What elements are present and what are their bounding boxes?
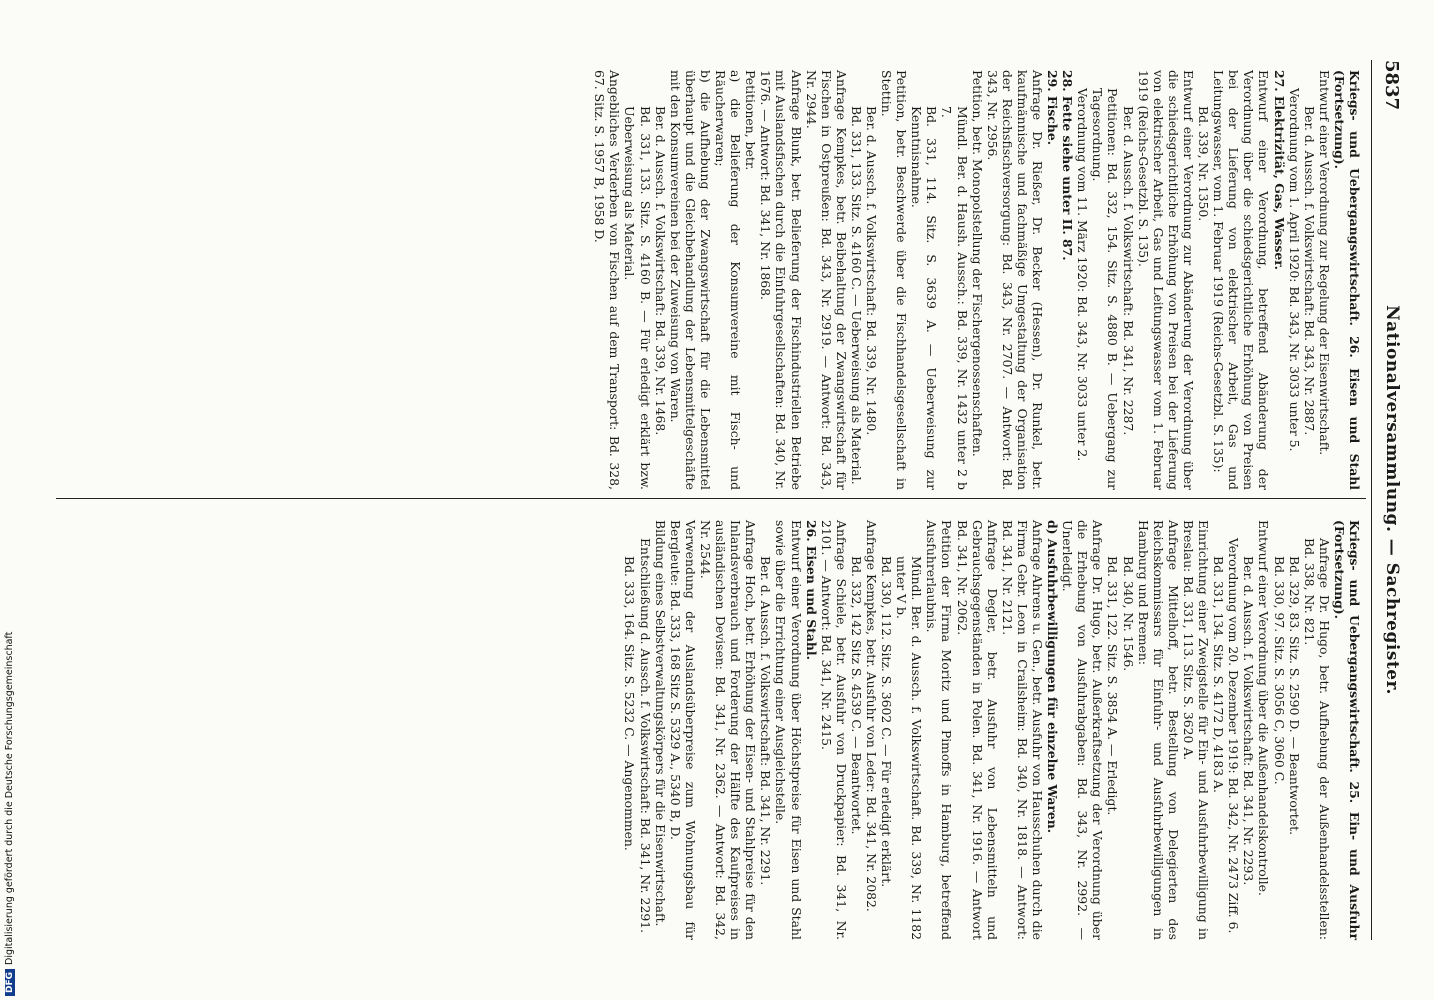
register-entry: Anfrage Mittelhoff, betr. Bestellung von Delegierten des Reichskommissars für Einfuhr- und Ausfuhrbewilligungen in Hamburg und Bremen: xyxy=(1135,520,1181,940)
register-entry: Bd. 331, 133. Sitz. S. 4160 C. — Ueberweisung als Material. xyxy=(848,106,864,485)
register-entry: Petitionen: Bd. 332, 154. Sitz. S. 4880 B. — Uebergang zur Tagesordnung. xyxy=(1090,88,1121,490)
page-header xyxy=(1376,60,1404,940)
register-entry: Anfrage Dr. Hugo, betr. Aufhebung der Außenhandelsstellen: Bd. 338, Nr. 821. xyxy=(1301,538,1332,940)
register-entry: Bd. 333, 164. Sitz. S. 5232 C. — Angenommen. xyxy=(622,556,638,851)
register-entry: Mündl. Ber. d. Aussch. f. Volkswirtschaft. Bd. 339, Nr. 1182 unter V b. xyxy=(894,556,925,940)
register-entry: Bd. 340, Nr. 1546. xyxy=(1120,556,1136,672)
footer-note xyxy=(4,632,15,996)
register-entry: Bd. 330, 97. Sitz. S. 3056 C, 3060 C. xyxy=(1271,556,1287,785)
register-entry: Ber. d. Aussch. f. Volkswirtschaft: Bd. 341, Nr. 2287. xyxy=(1120,106,1136,436)
register-entry: Kriegs- und Uebergangswirtschaft. 25. Ein- und Ausfuhr (Fortsetzung). xyxy=(1331,520,1362,940)
register-entry: Bd. 331, 122. Sitz. S. 3854 A. — Erledigt. xyxy=(1105,556,1121,816)
register-entry: Einrichtung einer Zweigstelle für Ein- und Ausfuhrbewilligung in Breslau: Bd. 331, 113. Sitz. S. 3620 A. xyxy=(1180,520,1212,940)
register-entry: Petition der Firma Moritz und Pimoffs in Hamburg, betreffend Ausfuhrerlaubnis. xyxy=(924,520,955,940)
register-entry: d) Ausfuhrbewilligungen für einzelne Waren. xyxy=(1045,520,1061,834)
header-rule xyxy=(1371,60,1372,940)
register-entry: Bd. 339, Nr. 1350. xyxy=(1196,106,1212,222)
register-entry: 29. Fische. xyxy=(1045,70,1061,146)
register-entry: Entwurf einer Verordnung über Höchstpreise für Eisen und Stahl sowie über die Errichtung einer Ausgleichstelle. xyxy=(773,520,804,940)
register-entry: Angebliches Verderben von Fischen auf dem Transport: Bd. 328, 67. Sitz. S. 1957 B, 1958 D. xyxy=(592,70,623,490)
register-entry: Bildung eines Selbstverwaltungskörpers für die Eisenwirtschaft. xyxy=(652,520,668,927)
register-entry: Anfrage Kempkes, betr. Ausfuhr von Leder: Bd. 341, Nr. 2082. xyxy=(864,520,879,912)
digitization-footer xyxy=(0,0,24,1000)
right-column xyxy=(622,520,1362,940)
register-entry: Petition, betr. Beschwerde über die Fischhandelsgesellschaft in Stettin. xyxy=(879,70,910,490)
register-entry: Ber. d. Aussch. f. Volkswirtschaft: Bd. 341, Nr. 2293. xyxy=(1241,556,1257,886)
register-entry: Bd. 329, 83. Sitz. S. 2590 D. — Beantwortet. xyxy=(1286,556,1302,836)
register-entry: Anfrage Schiele, betr. Ausfuhr von Druckpapier: Bd. 341, Nr. 2101. — Antwort: Bd. 341, Nr. 2415. xyxy=(818,520,849,940)
register-entry: Kriegs- und Uebergangswirtschaft. 26. Eisen und Stahl (Fortsetzung). xyxy=(1331,70,1362,490)
register-entry: Ber. d. Aussch. f. Volkswirtschaft: Bd. 341, Nr. 2291. xyxy=(758,556,774,886)
register-entry: Anfrage Hoch, betr. Erhöhung der Eisen- und Stahlpreise für den Inlandsverbrauch und Forderung der Hälfte des Kaufpreises in ausländischen Devisen: Bd. 341, Nr. 2362. — Antwort: Bd. 342, Nr. 2544. xyxy=(697,520,759,940)
running-title: Nationalversammlung. — Sachregister. xyxy=(1382,305,1402,695)
register-entry: Ber. d. Aussch. f. Volkswirtschaft: Bd. 339, Nr. 1468. xyxy=(652,106,668,436)
register-entry: Verordnung vom 1. April 1920: Bd. 343, Nr. 3033 unter 5. xyxy=(1286,88,1302,452)
register-entry: Entwurf einer Verordnung zur Abänderung der Verordnung über die schiedsgerichtliche Erhöhung von Preisen bei der Lieferung von elektrischer Arbeit, Gas und Leitungswasser vom 1. Februar 1919 (Reichs-Gesetzbl. S. 135). xyxy=(1135,70,1196,490)
register-entry: 27. Elektrizität, Gas, Wasser. xyxy=(1271,70,1287,270)
footer-text: Digitalisierung gefördert durch die Deutsche Forschungsgemeinschaft xyxy=(4,631,15,965)
register-entry: b) die Aufhebung der Zwangswirtschaft für die Lebensmittel überhaupt und die Gleichbehandlung der Lebensmittelgeschäfte mit den Konsumvereinen bei der Zuweisung von Waren. xyxy=(667,70,713,490)
register-entry: Mündl. Ber. d. Haush. Aussch.: Bd. 339, Nr. 1432 unter 2 b 7. xyxy=(939,106,970,490)
register-entry: Petitionen, betr. xyxy=(743,70,759,171)
register-entry: Ber. d. Aussch. f. Volkswirtschaft: Bd. 343, Nr. 2887. xyxy=(1301,106,1317,436)
left-column xyxy=(592,70,1362,490)
page-number: 5837 xyxy=(1381,60,1402,111)
register-entry: Ber. d. Aussch. f. Volkswirtschaft: Bd. 339, Nr. 1480. xyxy=(864,106,879,436)
register-entry: Anfrage Ahrens u. Gen., betr. Ausfuhr von Hausschuhen durch die Firma Gebr. Leon in Crailsheim: Bd. 340, Nr. 1818. — Antwort: Bd. 341, Nr. 2121. xyxy=(999,520,1046,940)
register-entry: 28. Fette siehe unter II. 87. xyxy=(1060,70,1076,261)
register-entry: Anfrage Degler, betr. Ausfuhr von Lebensmitteln und Gebrauchsgegenständen in Polen. Bd. 341, Nr. 1916. — Antwort Bd. 341, Nr. 2062. xyxy=(954,520,1000,940)
register-entry: Verordnung vom 20. Dezember 1919: Bd. 342, Nr. 2473 Ziff. 6. xyxy=(1226,538,1242,934)
register-entry: Entschließung d. Aussch. f. Volkswirtschaft: Bd. 341, Nr. 2291. xyxy=(637,538,653,934)
register-entry: Verordnung vom 11. März 1920: Bd. 343, Nr. 3033 unter 2. xyxy=(1075,88,1091,462)
column-divider xyxy=(56,498,1366,499)
register-entry: Entwurf einer Verordnung über die Außenhandelskontrolle. xyxy=(1256,520,1272,896)
register-entry: Bd. 331, 134. Sitz. S. 4172 D, 4183 A. xyxy=(1211,556,1227,793)
register-entry: Anfrage Blunk, betr. Belieferung der Fischindustriellen Betriebe mit Auslandsfischen durch die Einfuhrgesellschaften: Bd. 340, Nr. 1676. — Antwort: Bd. 341, Nr. 1868. xyxy=(758,70,804,490)
register-entry: Petition, betr. Monopolstellung der Fischergenossenschaften. xyxy=(969,70,985,457)
register-entry: Bd. 331, 114. Sitz. S. 3639 A. — Ueberweisung zur Kenntnisnahme. xyxy=(909,106,940,490)
register-entry: Entwurf einer Verordnung zur Regelung der Eisenwirtschaft. xyxy=(1316,70,1332,456)
register-entry: 26. Eisen und Stahl. xyxy=(803,520,819,660)
register-entry: Anfrage Dr. Rießer, Dr. Becker (Hessen), Dr. Runkel, betr. kaufmännische und fachmäßige Umgestaltung der Organisation der Reichsfischversorgung: Bd. 343, Nr. 2707. — Antwort: Bd. 343, Nr. 2956. xyxy=(984,70,1046,490)
register-entry: Bd. 332, 142 Sitz S. 4539 C. — Beantwortet. xyxy=(848,556,864,835)
register-entry: Verwendung der Auslandsüberpreise zum Wohnungsbau für Bergleute: Bd. 333, 168 Sitz S. 5329 A., 5340 B, D. xyxy=(667,520,698,940)
register-entry: Anfrage Kempkes, betr. Beibehaltung der Zwangswirtschaft für Fischen in Ostpreußen: Bd. 343, Nr. 2919. — Antwort: Bd. 343, Nr. 2944. xyxy=(803,70,849,490)
register-entry: Anfrage Dr. Hugo, betr. Außerkraftsetzung der Verordnung über die Erhebung von Ausfuhrabgaben: Bd. 343, Nr. 2992. — Unerledigt. xyxy=(1060,520,1106,940)
register-entry: Bd. 331, 133. Sitz. S. 4160 B. — Für erledigt erklärt bzw. Ueberweisung als Material. xyxy=(622,106,653,490)
dfg-logo: DFG xyxy=(5,969,15,996)
register-entry: a) die Belieferung der Konsumvereine mit Fisch- und Räucherwaren; xyxy=(713,70,744,490)
register-entry: Entwurf einer Verordnung, betreffend Abänderung der Verordnung über die schiedsgerichtliche Erhöhung von Preisen bei der Lieferung von elektrischer Arbeit, Gas und Leitungswasser, vom 1. Februar 1919 (Reichs-Gesetzbl. S. 135): xyxy=(1211,70,1272,490)
register-entry: Bd. 330, 112. Sitz. S. 3602 C. — Für erledigt erklärt. xyxy=(879,556,895,888)
